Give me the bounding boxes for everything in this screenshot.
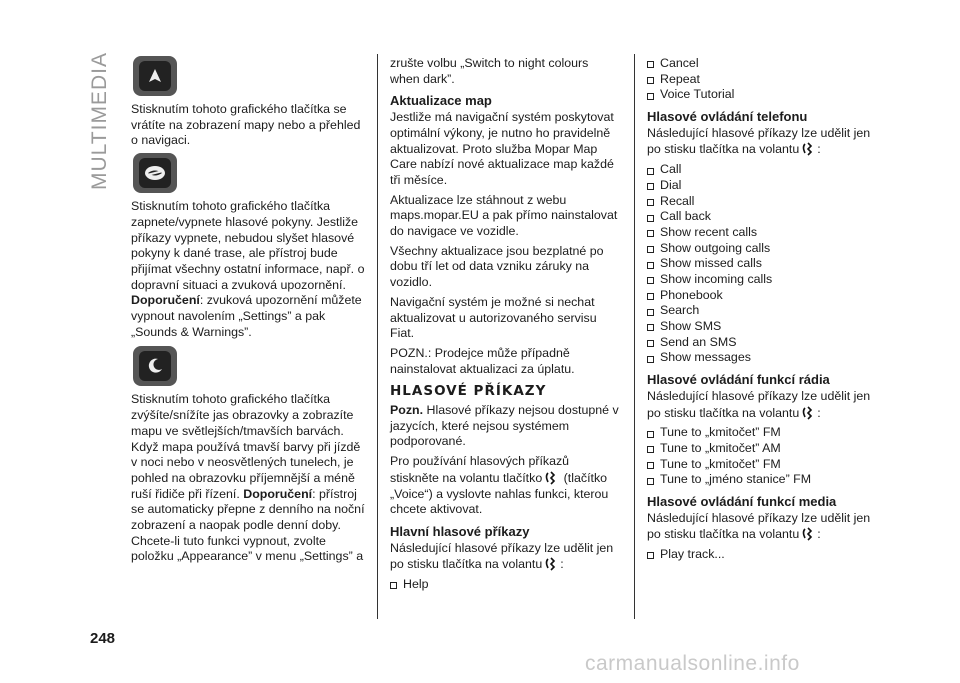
paragraph: zrušte volbu „Switch to night colours when dark”. [390,56,589,86]
list-item: Play track... [647,547,879,563]
heading-media-voice-control: Hlasové ovládání funkcí media [647,493,837,509]
paragraph: Stisknutím tohoto grafického tlačítka se vrátíte na zobrazení mapy nebo a přehled o navigaci. [131,102,361,148]
list-item: Tune to „jméno stanice” FM [647,472,879,488]
checkbox-bullet-icon [647,262,654,269]
voice-command-icon [544,556,558,571]
list-item: Call back [647,209,879,225]
command-list [647,547,879,563]
checkbox-bullet-icon [647,230,654,237]
checkbox-bullet-icon [647,356,654,363]
list-item: Repeat [647,72,879,88]
voice-command-icon [801,141,815,156]
list-item: Tune to „kmitočet” FM [647,425,879,441]
heading-radio-voice-control: Hlasové ovládání funkcí rádia [647,372,830,388]
command-list [647,162,879,366]
paragraph: Následující hlasové příkazy lze udělit jen po stisku tlačítka na volantu : [647,510,871,542]
navigation-arrow-icon [133,56,177,96]
heading-main-voice-commands: Hlavní hlasové příkazy [390,523,530,539]
paragraph: Následující hlasové příkazy lze udělit jen po stisku tlačítka na volantu : [647,388,871,420]
list-item: Help [390,577,620,593]
section-side-title: MULTIMEDIA [88,52,111,190]
list-item: Phonebook [647,288,879,304]
checkbox-bullet-icon [647,168,654,175]
checkbox-bullet-icon [390,582,397,589]
list-item: Voice Tutorial [647,87,879,103]
paragraph: Následující hlasové příkazy lze udělit jen po stisku tlačítka na volantu : [390,540,614,572]
paragraph: Všechny aktualizace jsou bezplatné po dobu tří let od data vzniku záruky na vozidlo. [390,243,604,290]
page-number: 248 [90,630,116,647]
checkbox-bullet-icon [647,324,654,331]
paragraph: POZN.: Prodejce může případně nainstalovat aktualizaci za úplatu. [390,345,575,376]
checkbox-bullet-icon [647,277,654,284]
list-item: Show messages [647,350,879,366]
checkbox-bullet-icon [647,77,654,84]
checkbox-bullet-icon [647,309,654,316]
paragraph: Navigační systém je možné si nechat aktualizovat u autorizovaného servisu Fiat. [390,294,597,341]
checkbox-bullet-icon [647,340,654,347]
checkbox-bullet-icon [647,446,654,453]
checkbox-bullet-icon [647,215,654,222]
column-2 [390,56,620,593]
checkbox-bullet-icon [647,431,654,438]
checkbox-bullet-icon [647,552,654,559]
mute-voice-icon [133,153,177,193]
list-item: Search [647,303,879,319]
checkbox-bullet-icon [647,93,654,100]
paragraph: Stisknutím tohoto grafického tlačítka zvýšíte/snížíte jas obrazovky a zobrazíte mapu ve světlejších/tmavších barvách. Když mapa používá tmavší barvy při jízdě v noci nebo v neosvětlených tunelech, je pohled na obrazovku příjemnější a méně ruší řidiče při řízení. Doporučení: přístroj se automaticky přepne z denního na noční zobrazení a naopak podle denní doby. Chcete-li tuto funkci vypnout, zvolte položku „Appearance” v menu „Settings” a [131,392,365,564]
list-item: Show incoming calls [647,272,879,288]
paragraph: Následující hlasové příkazy lze udělit jen po stisku tlačítka na volantu : [647,125,871,157]
watermark: carmanualsonline.info [585,652,800,675]
paragraph: Pro používání hlasových příkazů stiskněte na volantu tlačítko (tlačítko „Voice“) a vyslovte nahlas funkci, kterou chcete aktivovat. [390,454,609,517]
list-item: Cancel [647,56,879,72]
voice-command-icon [544,470,558,485]
voice-command-icon [801,405,815,420]
note-paragraph: Pozn. Hlasové příkazy nejsou dostupné v jazycích, které nejsou systémem podporované. [390,403,619,449]
column-divider [634,54,635,619]
heading-map-updates: Aktualizace map [390,93,492,109]
checkbox-bullet-icon [647,61,654,68]
list-item: Show SMS [647,319,879,335]
list-item: Show recent calls [647,225,879,241]
command-list [647,56,879,103]
voice-command-icon [801,526,815,541]
list-item: Recall [647,194,879,210]
checkbox-bullet-icon [647,462,654,469]
list-item: Dial [647,178,879,194]
checkbox-bullet-icon [647,246,654,253]
list-item: Show outgoing calls [647,241,879,257]
heading-phone-voice-control: Hlasové ovládání telefonu [647,109,808,125]
day-night-icon [133,346,177,386]
paragraph: Aktualizace lze stáhnout z webu maps.mopar.EU a pak přímo nainstalovat do navigace ve vozidle. [390,192,618,239]
paragraph: Jestliže má navigační systém poskytovat optimální výkony, je nutno ho pravidelně aktualizovat. Proto služba Mopar Map Care nabízí nové aktualizace map každé tři měsíce. [390,110,614,187]
list-item: Tune to „kmitočet” AM [647,441,879,457]
paragraph: Stisknutím tohoto grafického tlačítka zapnete/vypnete hlasové pokyny. Jestliže příkazy vypnete, nebudou slyšet hlasové pokyny k dané trase, ale přístroj bude přijímat všechny ostatní informace, např. o dopravní situaci a zvuková upozornění. Doporučení: zvuková upozornění můžete vypnout navolením „Settings” a pak „Sounds & Warnings”. [131,199,365,339]
column-3 [647,56,879,563]
list-item: Tune to „kmitočet” FM [647,457,879,473]
list-item: Send an SMS [647,335,879,351]
checkbox-bullet-icon [647,199,654,206]
list-item: Show missed calls [647,256,879,272]
column-1 [131,56,365,569]
checkbox-bullet-icon [647,183,654,190]
command-list [647,425,879,488]
command-list [390,577,620,593]
heading-voice-commands: HLASOVÉ PŘÍKAZY [390,383,547,400]
checkbox-bullet-icon [647,293,654,300]
checkbox-bullet-icon [647,478,654,485]
list-item: Call [647,162,879,178]
column-divider [377,54,378,619]
